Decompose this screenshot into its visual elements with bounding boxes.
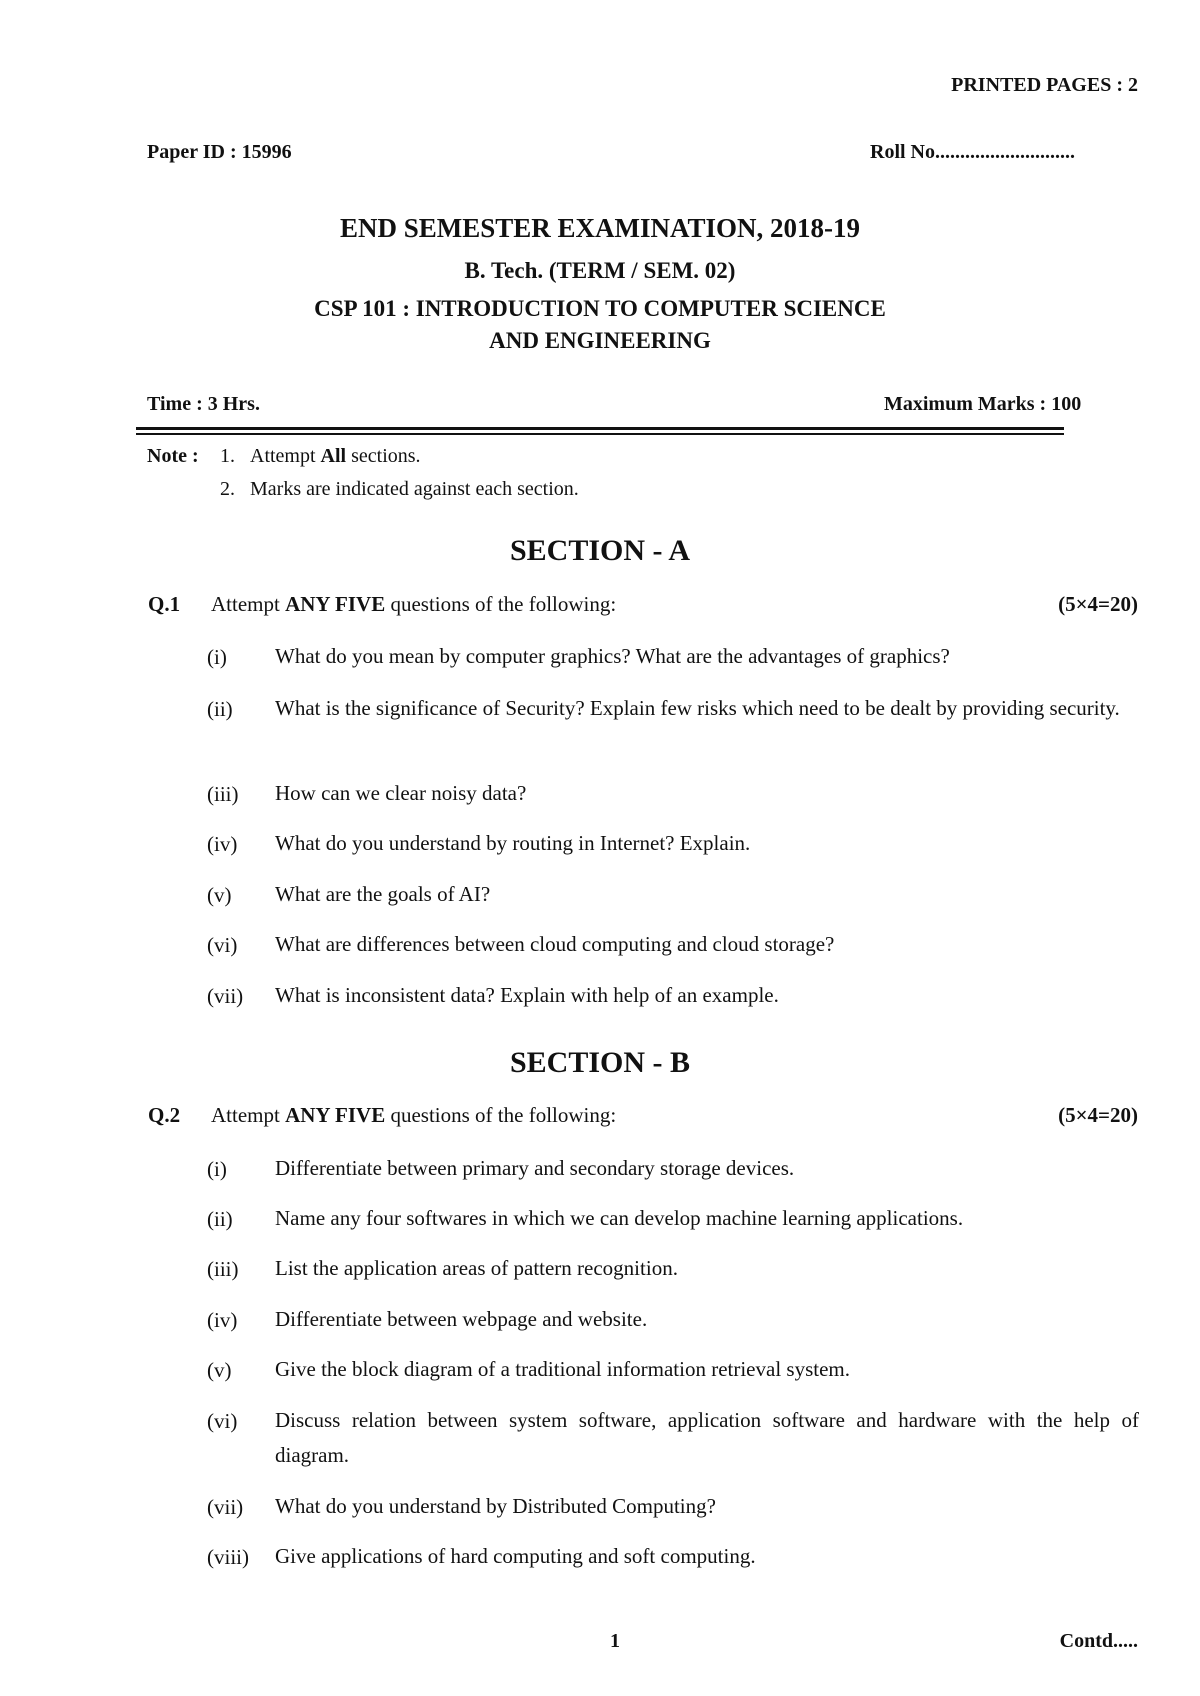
question-2-number: Q.2: [148, 1103, 181, 1127]
q2-item-number: (ii): [207, 1207, 233, 1231]
section-a-title: SECTION - A: [509, 534, 691, 567]
course-title-line1: CSP 101 : INTRODUCTION TO COMPUTER SCIENCE: [314, 296, 886, 321]
q2-item-text: Differentiate between webpage and website.: [275, 1307, 648, 1331]
q1-item-text: What do you mean by computer graphics? What are the advantages of graphics?: [275, 644, 950, 668]
q1-item-number: (ii): [207, 697, 233, 721]
exam-time: Time : 3 Hrs.: [147, 393, 260, 415]
q1-item-text: What are differences between cloud computing and cloud storage?: [275, 932, 835, 956]
q2-item-number: (viii): [207, 1545, 249, 1569]
note-item-2: Marks are indicated against each section.: [250, 478, 579, 500]
q2-item-number: (i): [207, 1157, 227, 1181]
q1-item-text: What is the significance of Security? Explain few risks which need to be dealt by providing security.: [275, 696, 1120, 720]
q2-instr-pre: Attempt: [211, 1103, 286, 1127]
q2-item-text: Name any four softwares in which we can develop machine learning applications.: [275, 1206, 964, 1230]
q1-item-number: (vii): [207, 984, 244, 1008]
q2-item-text: What do you understand by Distributed Computing?: [275, 1494, 716, 1518]
paper-id: Paper ID : 15996: [147, 141, 292, 163]
q1-instr-pre: Attempt: [211, 592, 286, 616]
q1-instr-post: questions of the following:: [385, 592, 617, 616]
q2-item-number: (iv): [207, 1308, 238, 1332]
q2-item-text: List the application areas of pattern recognition.: [275, 1256, 678, 1280]
double-rule-top: [136, 427, 1064, 430]
exam-title: END SEMESTER EXAMINATION, 2018-19: [339, 213, 861, 243]
note-label: Note :: [147, 445, 199, 467]
course-title-line2: AND ENGINEERING: [489, 328, 711, 353]
note-item-1-post: sections.: [346, 445, 421, 467]
question-1-marks: (5×4=20): [1058, 592, 1138, 616]
q2-item-number: (iii): [207, 1257, 239, 1281]
note-item-1-bold: All: [320, 445, 347, 467]
q2-item-text: Differentiate between primary and secondary storage devices.: [275, 1156, 795, 1180]
q1-instr-bold: ANY FIVE: [285, 592, 386, 616]
question-2-marks: (5×4=20): [1058, 1103, 1138, 1127]
continued-label: Contd.....: [1059, 1630, 1138, 1652]
q2-item-number: (vi): [207, 1409, 238, 1433]
printed-pages: PRINTED PAGES : 2: [951, 74, 1138, 96]
q1-item-number: (i): [207, 645, 227, 669]
question-2-instruction: [211, 1103, 616, 1128]
q2-item-text: Give applications of hard computing and soft computing.: [275, 1544, 756, 1568]
roll-number: Roll No............................: [870, 141, 1075, 163]
q1-item-text: What are the goals of AI?: [275, 882, 491, 906]
program-title: B. Tech. (TERM / SEM. 02): [464, 258, 736, 283]
q2-instr-post: questions of the following:: [385, 1103, 617, 1127]
question-1-instruction: [211, 592, 616, 617]
q1-item-text: What do you understand by routing in Internet? Explain.: [275, 831, 751, 855]
q2-item-text: Discuss relation between system software, application software and hardware with the help of diagram.: [275, 1408, 1139, 1467]
q1-item-number: (iii): [207, 782, 239, 806]
question-1-number: Q.1: [148, 592, 181, 616]
q2-instr-bold: ANY FIVE: [285, 1103, 386, 1127]
q1-item-text: How can we clear noisy data?: [275, 781, 527, 805]
q1-item-number: (iv): [207, 832, 238, 856]
q2-item-number: (v): [207, 1358, 232, 1382]
q1-item-number: (vi): [207, 933, 238, 957]
note-item-2-number: 2.: [220, 478, 235, 500]
double-rule-bottom: [136, 433, 1064, 435]
page-number: 1: [610, 1630, 620, 1652]
q1-item-number: (v): [207, 883, 232, 907]
note-item-1-pre: Attempt: [250, 445, 321, 467]
note-item-1-number: 1.: [220, 445, 235, 467]
max-marks: Maximum Marks : 100: [884, 393, 1082, 415]
q1-item-text: What is inconsistent data? Explain with help of an example.: [275, 983, 779, 1007]
q2-item-text: Give the block diagram of a traditional information retrieval system.: [275, 1357, 850, 1381]
section-b-title: SECTION - B: [509, 1046, 691, 1079]
note-item-1: [250, 445, 421, 468]
q2-item-number: (vii): [207, 1495, 244, 1519]
